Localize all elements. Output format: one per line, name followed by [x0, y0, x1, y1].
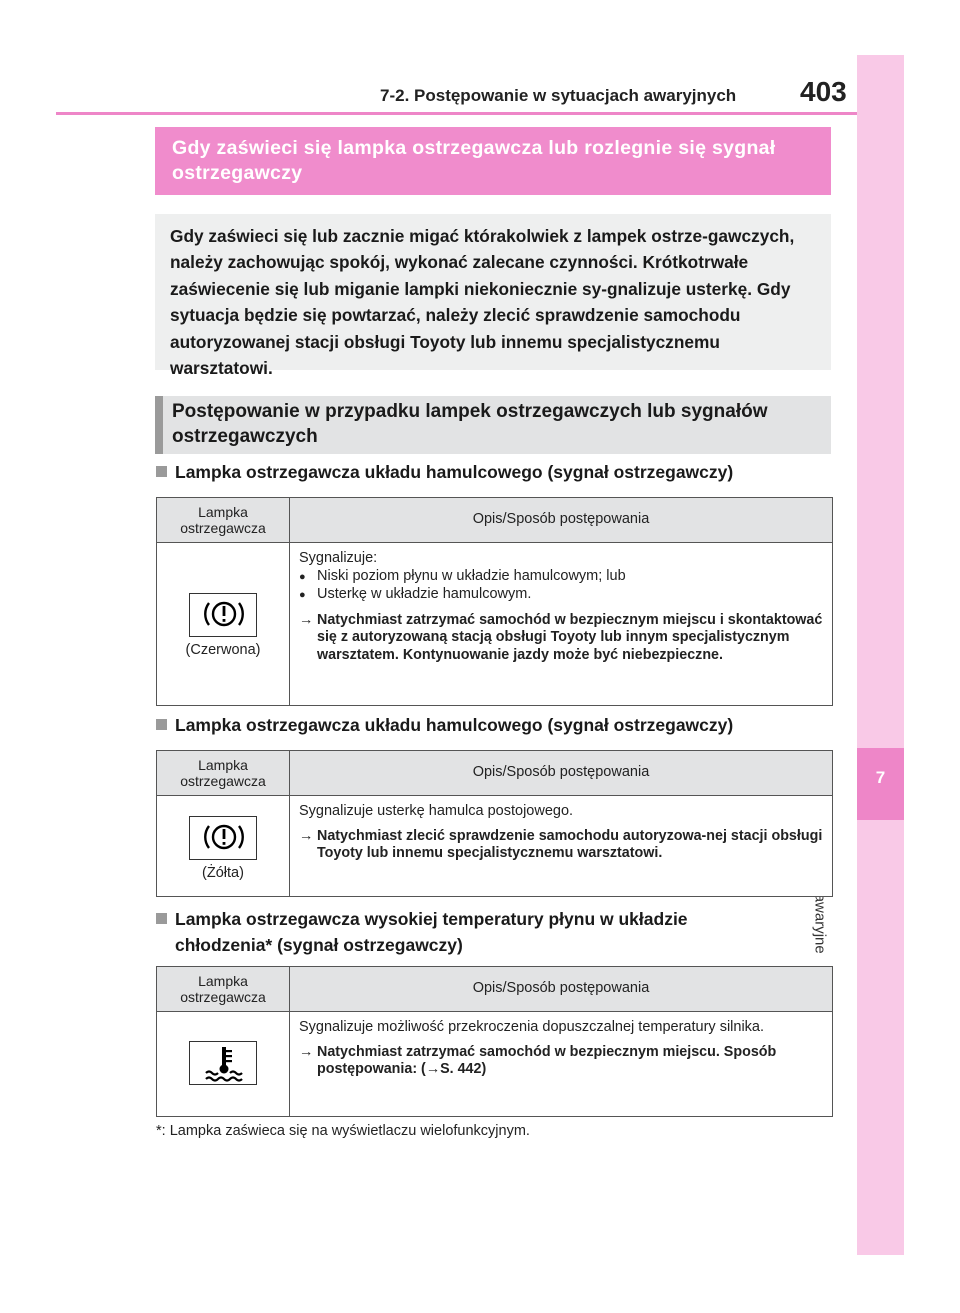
arrow-icon: → [299, 1043, 314, 1060]
header-section-title: 7-2. Postępowanie w sytuacjach awaryjnych [380, 86, 737, 105]
title-text: Gdy zaświeci się lampka ostrzegawcza lub rozlegnie się sygnał ostrzegawczy [172, 137, 776, 184]
brake-warning-icon [189, 593, 257, 637]
table-header-lamp: Lampka ostrzegawcza [180, 757, 266, 789]
lamp-color-caption: (Czerwona) [185, 642, 261, 658]
section-heading-text: Lampka ostrzegawcza układu hamulcowego (sygnał ostrzegawczy) [175, 715, 734, 735]
action-instruction [299, 828, 827, 864]
action-instruction [299, 1044, 827, 1080]
warning-table [156, 966, 833, 1117]
section-heading-text: Lampka ostrzegawcza wysokiej temperatury płynu w układzie [175, 909, 688, 929]
title-banner [155, 127, 831, 195]
action-instruction [299, 612, 827, 665]
table-column-divider [289, 967, 290, 1116]
bullet-text: Usterkę w układzie hamulcowym. [317, 586, 532, 602]
table-header-lamp: Lampka ostrzegawcza [180, 973, 266, 1005]
arrow-icon: → [299, 611, 314, 628]
section-heading [156, 906, 836, 958]
section-heading-text: Lampka ostrzegawcza układu hamulcowego (sygnał ostrzegawczy) [175, 462, 734, 482]
chapter-number: 7 [875, 768, 886, 787]
description-intro: Sygnalizuje możliwość przekroczenia dopuszczalnej temperatury silnika. [299, 1019, 765, 1035]
section-heading-text-line2: chłodzenia* (sygnał ostrzegawczy) [175, 935, 463, 955]
intro-box [155, 214, 831, 379]
bullet-item [299, 586, 827, 605]
table-header-row [157, 751, 832, 796]
description-cell [299, 803, 827, 863]
bullet-item [299, 568, 827, 587]
subheading-accent-bar [155, 396, 163, 454]
intro-text: Gdy zaświeci się lub zacznie migać którakolwiek z lampek ostrze-gawczych, należy zachowując spokój, wykonać zalecane czynności. Krótkotrwałe zaświecenie się lub miganie lampki niekoniecznie sy-gnalizuje usterkę. Gdy sytuacja będzie się powtarzać, należy zlecić sprawdzenie samochodu autoryzowanej stacji obsługi Toyoty lub innemu specjalistycznemu warsztatowi. [170, 226, 795, 379]
inline-arrow-icon: → [425, 1061, 441, 1078]
arrow-icon: → [299, 827, 314, 844]
square-bullet-icon [156, 913, 167, 924]
table-column-divider [289, 498, 290, 705]
page-number: 403 [800, 76, 847, 107]
subheading-box [155, 396, 831, 454]
description-intro: Sygnalizuje usterkę hamulca postojowego. [299, 803, 574, 819]
action-text: Natychmiast zlecić sprawdzenie samochodu autoryzowa-nej stacji obsługi Toyoty lub innemu specjalistycznemu warsztatowi. [317, 827, 823, 862]
description-cell [299, 1019, 827, 1079]
table-header-description: Opis/Sposób postępowania [472, 980, 650, 996]
lamp-color-caption: (Żółta) [202, 865, 244, 881]
table-column-divider [289, 751, 290, 896]
warning-table [156, 497, 833, 706]
bullet-icon: ● [299, 570, 306, 583]
section-heading [156, 712, 836, 738]
table-header-row [157, 498, 832, 543]
section-heading [156, 459, 836, 485]
bullet-icon: ● [299, 589, 306, 601]
warning-table [156, 750, 833, 897]
description-intro: Sygnalizuje: [299, 550, 378, 566]
action-text: Natychmiast zatrzymać samochód w bezpiecznym miejscu. Sposób postępowania: ( [317, 1043, 777, 1078]
coolant-temperature-icon [189, 1041, 257, 1085]
square-bullet-icon [156, 719, 167, 730]
action-text: Natychmiast zatrzymać samochód w bezpiecznym miejscu i skontaktować się z autoryzowaną stacją obsługi Toyoty lub innym specjalistycznym warsztatem. Kontynuowanie jazdy może być niebezpieczne. [317, 611, 823, 664]
page-reference-link[interactable]: S. 442) [440, 1061, 487, 1078]
header-divider [56, 112, 857, 115]
square-bullet-icon [156, 466, 167, 477]
table-header-lamp: Lampka ostrzegawcza [180, 504, 266, 536]
chapter-title-vertical [857, 832, 904, 992]
chapter-side-tab [857, 55, 904, 1255]
subheading-text: Postępowanie w przypadku lampek ostrzegawczych lub sygnałów ostrzegawczych [172, 401, 768, 447]
footnote: *: Lampka zaświeca się na wyświetlaczu wielofunkcyjnym. [156, 1123, 530, 1139]
description-cell [299, 550, 827, 665]
brake-warning-icon [189, 816, 257, 860]
bullet-text: Niski poziom płynu w układzie hamulcowym; lub [317, 567, 626, 584]
table-header-description: Opis/Sposób postępowania [472, 511, 650, 527]
table-header-row [157, 967, 832, 1012]
table-header-description: Opis/Sposób postępowania [472, 764, 650, 780]
